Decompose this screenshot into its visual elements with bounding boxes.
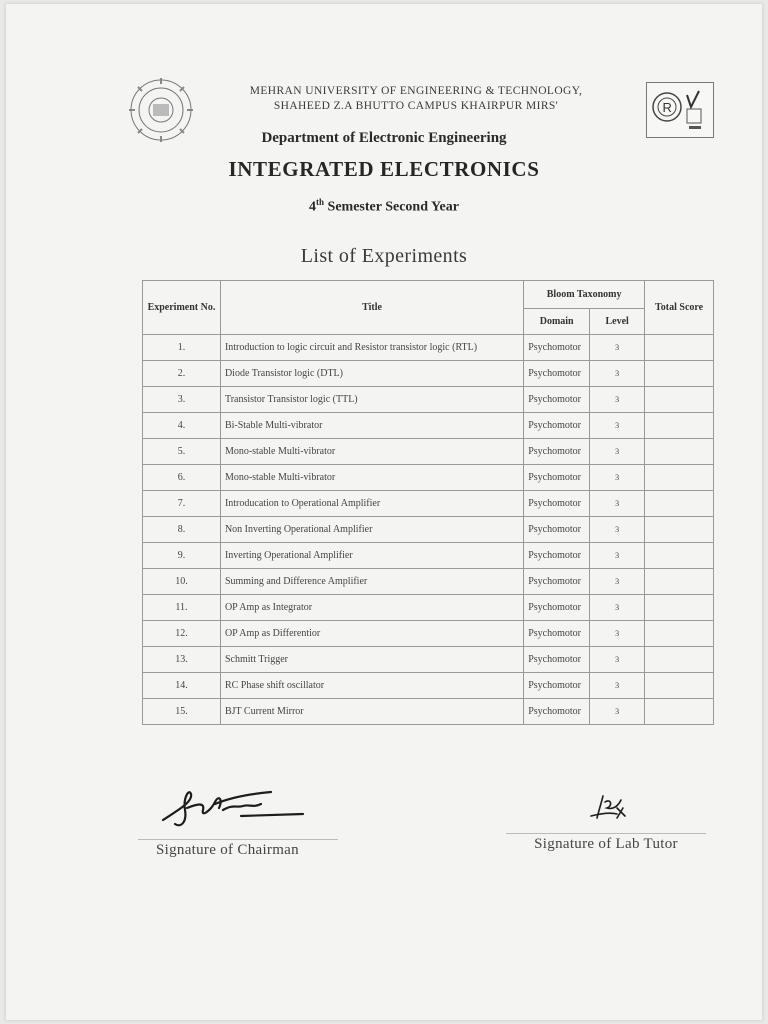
cell-domain: Psychomotor	[524, 517, 590, 543]
cell-no: 1.	[143, 335, 221, 361]
cell-level: 3	[590, 699, 645, 725]
cell-level: 3	[590, 439, 645, 465]
header-title: Title	[220, 281, 523, 335]
cell-score	[645, 595, 714, 621]
subject-title: INTEGRATED ELECTRONICS	[228, 157, 540, 181]
table-row	[143, 595, 714, 621]
table-row	[143, 491, 714, 517]
cell-score	[645, 699, 714, 725]
cell-domain: Psychomotor	[524, 335, 590, 361]
cell-score	[645, 569, 714, 595]
cell-domain: Psychomotor	[524, 491, 590, 517]
cell-score	[645, 335, 714, 361]
cell-domain: Psychomotor	[524, 621, 590, 647]
table-row	[143, 465, 714, 491]
cell-no: 6.	[143, 465, 221, 491]
tutor-signature-line	[506, 833, 706, 834]
cell-title: Mono-stable Multi-vibrator	[220, 465, 523, 491]
cell-domain: Psychomotor	[524, 413, 590, 439]
university-line-2: SHAHEED Z.A BHUTTO CAMPUS KHAIRPUR MIRS'	[273, 100, 559, 112]
cell-no: 3.	[143, 387, 221, 413]
chairman-signature-line	[138, 839, 338, 840]
cell-level: 3	[590, 647, 645, 673]
cell-title: Introducation to Operational Amplifier	[220, 491, 523, 517]
tutor-signature-icon	[561, 788, 651, 828]
cell-level: 3	[590, 595, 645, 621]
cell-title: Transistor Transistor logic (TTL)	[220, 387, 523, 413]
cell-no: 12.	[143, 621, 221, 647]
cell-level: 3	[590, 387, 645, 413]
semester-number: 4	[309, 199, 317, 215]
cell-level: 3	[590, 361, 645, 387]
cell-level: 3	[590, 543, 645, 569]
cell-no: 9.	[143, 543, 221, 569]
cell-no: 4.	[143, 413, 221, 439]
cell-domain: Psychomotor	[524, 543, 590, 569]
tutor-signature-label: Signature of Lab Tutor	[534, 836, 678, 852]
cell-no: 7.	[143, 491, 221, 517]
cell-no: 13.	[143, 647, 221, 673]
cell-no: 10.	[143, 569, 221, 595]
cell-domain: Psychomotor	[524, 673, 590, 699]
semester-suffix: th	[316, 197, 325, 207]
tutor-signature-block	[506, 788, 706, 853]
document-page	[6, 4, 762, 1020]
cell-domain: Psychomotor	[524, 595, 590, 621]
cell-no: 5.	[143, 439, 221, 465]
table-row	[143, 673, 714, 699]
cell-title: Summing and Difference Amplifier	[220, 569, 523, 595]
cell-domain: Psychomotor	[524, 647, 590, 673]
table-row	[143, 647, 714, 673]
table-row	[143, 413, 714, 439]
cell-title: RC Phase shift oscillator	[220, 673, 523, 699]
chairman-signature-icon	[153, 780, 323, 832]
cell-level: 3	[590, 673, 645, 699]
cell-level: 3	[590, 491, 645, 517]
table-row	[143, 361, 714, 387]
header-domain: Domain	[524, 309, 590, 335]
table-row	[143, 335, 714, 361]
cell-title: Mono-stable Multi-vibrator	[220, 439, 523, 465]
header-level: Level	[590, 309, 645, 335]
cell-no: 15.	[143, 699, 221, 725]
cell-domain: Psychomotor	[524, 439, 590, 465]
table-row	[143, 621, 714, 647]
cell-domain: Psychomotor	[524, 387, 590, 413]
semester-text: Semester Second Year	[324, 199, 459, 215]
cell-no: 8.	[143, 517, 221, 543]
cell-score	[645, 491, 714, 517]
list-title: List of Experiments	[300, 245, 468, 267]
cell-title: OP Amp as Differentior	[220, 621, 523, 647]
cell-score	[645, 387, 714, 413]
cell-score	[645, 517, 714, 543]
cell-score	[645, 647, 714, 673]
table-row	[143, 569, 714, 595]
cell-score	[645, 621, 714, 647]
cell-level: 3	[590, 517, 645, 543]
cell-no: 2.	[143, 361, 221, 387]
cell-title: Introduction to logic circuit and Resistor transistor logic (RTL)	[220, 335, 523, 361]
cell-title: Schmitt Trigger	[220, 647, 523, 673]
university-name	[206, 84, 626, 114]
university-line-1: MEHRAN UNIVERSITY OF ENGINEERING & TECHNOLOGY,	[249, 85, 583, 97]
cell-level: 3	[590, 621, 645, 647]
cell-level: 3	[590, 335, 645, 361]
cell-domain: Psychomotor	[524, 465, 590, 491]
cell-domain: Psychomotor	[524, 569, 590, 595]
table-row	[143, 387, 714, 413]
experiments-table	[142, 280, 714, 725]
table-row	[143, 699, 714, 725]
cell-no: 14.	[143, 673, 221, 699]
header-total-score: Total Score	[645, 281, 714, 335]
table-row	[143, 517, 714, 543]
department-title: Department of Electronic Engineering	[261, 130, 507, 146]
cell-no: 11.	[143, 595, 221, 621]
cell-title: Bi-Stable Multi-vibrator	[220, 413, 523, 439]
svg-text:R: R	[662, 100, 672, 115]
cell-domain: Psychomotor	[524, 361, 590, 387]
cell-level: 3	[590, 413, 645, 439]
cell-title: Inverting Operational Amplifier	[220, 543, 523, 569]
cell-score	[645, 439, 714, 465]
cell-level: 3	[590, 569, 645, 595]
cell-title: Non Inverting Operational Amplifier	[220, 517, 523, 543]
cell-score	[645, 543, 714, 569]
chairman-signature-label: Signature of Chairman	[156, 842, 299, 858]
cell-title: Diode Transistor logic (DTL)	[220, 361, 523, 387]
cell-score	[645, 361, 714, 387]
cell-title: OP Amp as Integrator	[220, 595, 523, 621]
cell-domain: Psychomotor	[524, 699, 590, 725]
cell-level: 3	[590, 465, 645, 491]
cell-title: BJT Current Mirror	[220, 699, 523, 725]
semester-line	[6, 197, 762, 216]
table-row	[143, 439, 714, 465]
chairman-signature-block	[138, 780, 338, 859]
cell-score	[645, 413, 714, 439]
cell-score	[645, 465, 714, 491]
header-experiment-no: Experiment No.	[143, 281, 221, 335]
table-row	[143, 543, 714, 569]
cell-score	[645, 673, 714, 699]
header-bloom-taxonomy: Bloom Taxonomy	[524, 281, 645, 309]
